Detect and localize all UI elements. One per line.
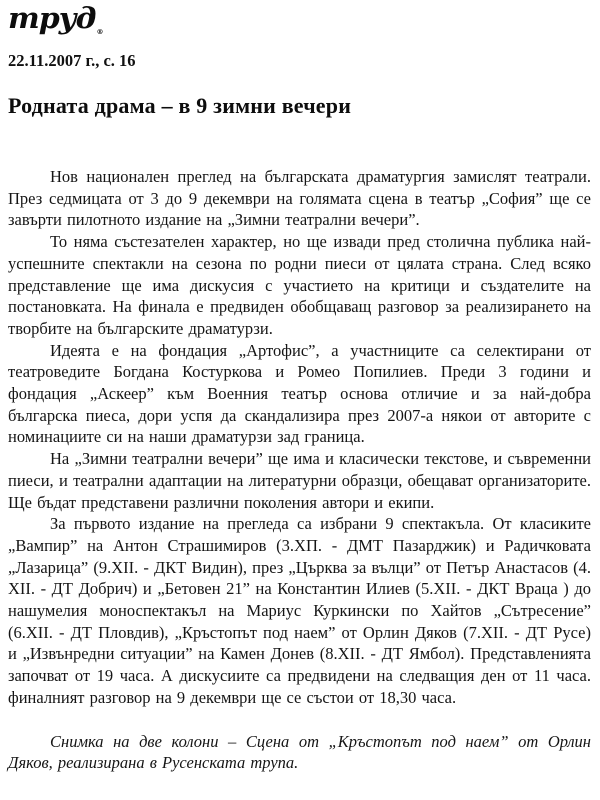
article-paragraph: Нов национален преглед на българската драматургия замислят театрали. През седмицата от 3 до 9 декември на голямата сцена в театър „София” ще се завърти пилотното издание на „Зимни театрални вечери”. [8,167,591,230]
article-paragraph: То няма състезателен характер, но ще извади пред столична публика най-успешните спектакли на сезона по родни пиеси от цялата страна. След всяко представление ще има дискусия с участието на критици и създателите на постановката. На финала е предвиден обобщаващ разговор за реализирането на творбите на българските драматурзи. [8,232,591,338]
dateline: 22.11.2007 г., с. 16 [8,51,136,70]
trud-newspaper-logo [8,1,104,45]
article-paragraph: За първото издание на прегледа са избрани 9 спектакъла. От класиките „Вампир” на Антон Страшимиров (3.ХП. - ДМТ Пазарджик) и Радичковата „Лазарица” (9.XII. - ДКТ Видин), през „Църква за вълци” от Петър Анастасов (4. XII. - ДТ Добрич) и „Бетовен 21” на Константин Илиев (5.XII. - ДКТ Враца ) до нашумелия моноспектакъл на Мариус Куркински по Хайтов „Сътресение” (6.XII. - ДТ Пловдив), „Кръстопът под наем” от Орлин Дяков (7.XII. - ДТ Русе) и „Извънредни ситуации” на Камен Донев (8.XII. - ДТ Ямбол). Представленията започват от 19 часа. А дискусиите са предвидени на следващия ден от 11 часа. финалният разговор на 9 декември ще се състои от 18,30 часа. [8,514,591,707]
article-headline: Родната драма – в 9 зимни вечери [8,93,352,118]
article-paragraph: На „Зимни театрални вечери” ще има и класически текстове, и съвременни пиеси, и театрални адаптации на литературни образци, обещават организаторите. Ще бъдат представени различни поколения автори и екипи. [8,449,591,512]
registered-trademark-icon: ® [96,26,104,36]
article-paragraph: Идеята е на фондация „Артофис”, а участниците са селектирани от театроведите Богдана Костуркова и Ромео Попилиев. Преди 3 години и фондация „Аскеер” към Военния театър основа отличие и за най-добра българска пиеса, дори успя да скандализира през 2007-а някои от авторите с номинациите си на наши драматурзи зад граница. [8,340,591,447]
logo-text: труд [8,1,96,36]
article-body [8,166,591,709]
photo-caption: Снимка на две колони – Сцена от „Кръстопът под наем” от Орлин Дяков, реализирана в Русенската трупа. [8,731,591,773]
